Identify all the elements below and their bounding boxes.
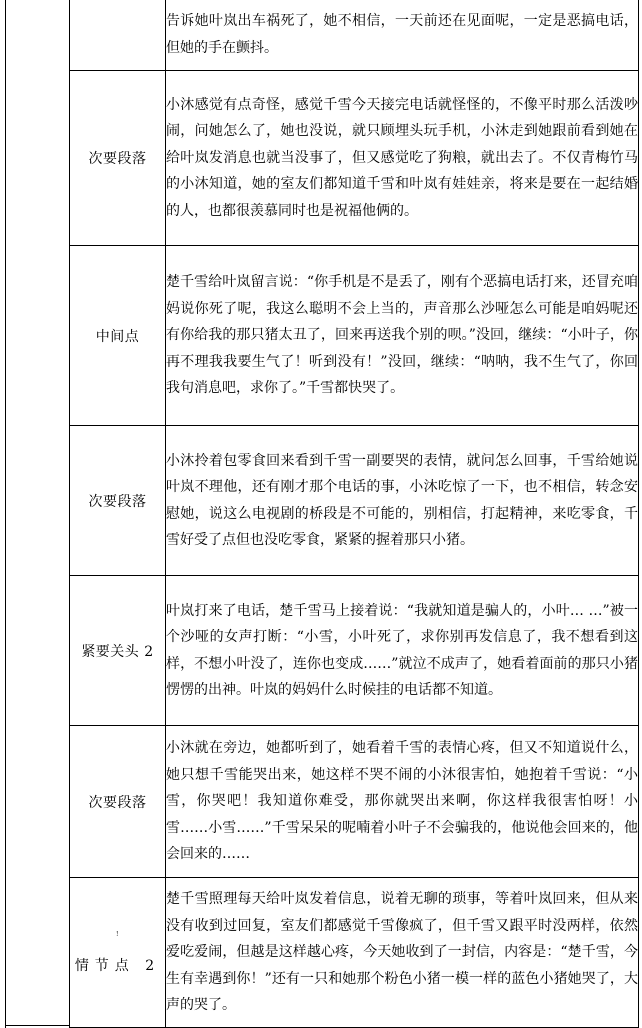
row-label-cell	[70, 878, 166, 1028]
outer-border-line	[5, 0, 6, 1028]
row-label: 中间点	[70, 246, 166, 426]
table-row	[70, 576, 639, 726]
row-text: 小沐感觉有点奇怪，感觉千雪今天接完电话就怪怪的，不像平时那么活泼吵闹，问她怎么了，她也没说，就只顾埋头玩手机，小沐走到她跟前看到她在给叶岚发消息也就当没事了，但又感觉吃了狗粮，就出去了。不仅青梅竹马的小沐知道，她的室友们都知道千雪和叶岚有娃娃亲，将来是要在一起结婚的人，也都很羡慕同时也是祝福他俩的。	[166, 71, 639, 246]
row-label	[70, 0, 166, 71]
row-text: 小沐就在旁边，她都听到了，她看着千雪的表情心疼，但又不知道说什么，她只想千雪能哭出来，她这样不哭不闹的小沐很害怕，她抱着千雪说：“小雪，你哭吧！我知道你难受，那你就哭出来啊，你这样我很害怕呀！小雪……小雪……”千雪呆呆的呢喃着小叶子不会骗我的，他说他会回来的，他会回来的……	[166, 726, 639, 878]
row-label: 次要段落	[70, 726, 166, 878]
table-row	[70, 726, 639, 878]
row-text: 叶岚打来了电话，楚千雪马上接着说：“我就知道是骗人的，小叶… …”被一个沙哑的女声打断：“小雪，小叶死了，求你别再发信息了，我不想看到这样，不想小叶没了，连你也变成……”就泣不成声了，她看着面前的那只小猪愣愣的出神。叶岚的妈妈什么时候挂的电话都不知道。	[166, 576, 639, 726]
row-text: 告诉她叶岚出车祸死了，她不相信，一天前还在见面呢，一定是恶搞电话，但她的手在颤抖。	[166, 0, 639, 71]
row-text: 小沐拎着包零食回来看到千雪一副要哭的表情，就问怎么回事，千雪给她说叶岚不理他，还有刚才那个电话的事，小沐吃惊了一下，也不相信，转念安慰她，说这么电视剧的桥段是不可能的，别相信，打起精神，来吃零食，千雪好受了点但也没吃零食，紧紧的握着那只小猪。	[166, 426, 639, 576]
row-text: 楚千雪照理每天给叶岚发着信息，说着无聊的琐事，等着叶岚回来，但从来没有收到过回复，室友们都感觉千雪像疯了，但千雪又跟平时没两样，依然爱吃爱闹，但越是这样越心疼，今天她收到了一封信，内容是：“楚千雪，今生有幸遇到你！”还有一只和她那个粉色小猪一模一样的蓝色小猪她哭了，大声的哭了。	[166, 878, 639, 1028]
row-label: 情节点 2	[74, 957, 161, 974]
table-row	[70, 878, 639, 1028]
stray-mark: !	[116, 930, 119, 938]
row-label: 次要段落	[70, 71, 166, 246]
outer-border-bottom-line	[5, 1025, 69, 1026]
plot-structure-table	[69, 0, 639, 1028]
table-row	[70, 426, 639, 576]
table-row	[70, 0, 639, 71]
row-text: 楚千雪给叶岚留言说：“你手机是不是丢了，刚有个恶搞电话打来，还冒充咱妈说你死了呢，我这么聪明不会上当的，声音那么沙哑怎么可能是咱妈呢还有你给我的那只猪太丑了，回来再送我个别的呗。”没回，继续：“小叶子，你再不理我我要生气了！听到没有！”没回，继续：“呐呐，我不生气了，你回我句消息吧，求你了。”千雪都快哭了。	[166, 246, 639, 426]
table-row	[70, 246, 639, 426]
row-label: 紧要关头 2	[70, 576, 166, 726]
row-label: 次要段落	[70, 426, 166, 576]
table-row	[70, 71, 639, 246]
